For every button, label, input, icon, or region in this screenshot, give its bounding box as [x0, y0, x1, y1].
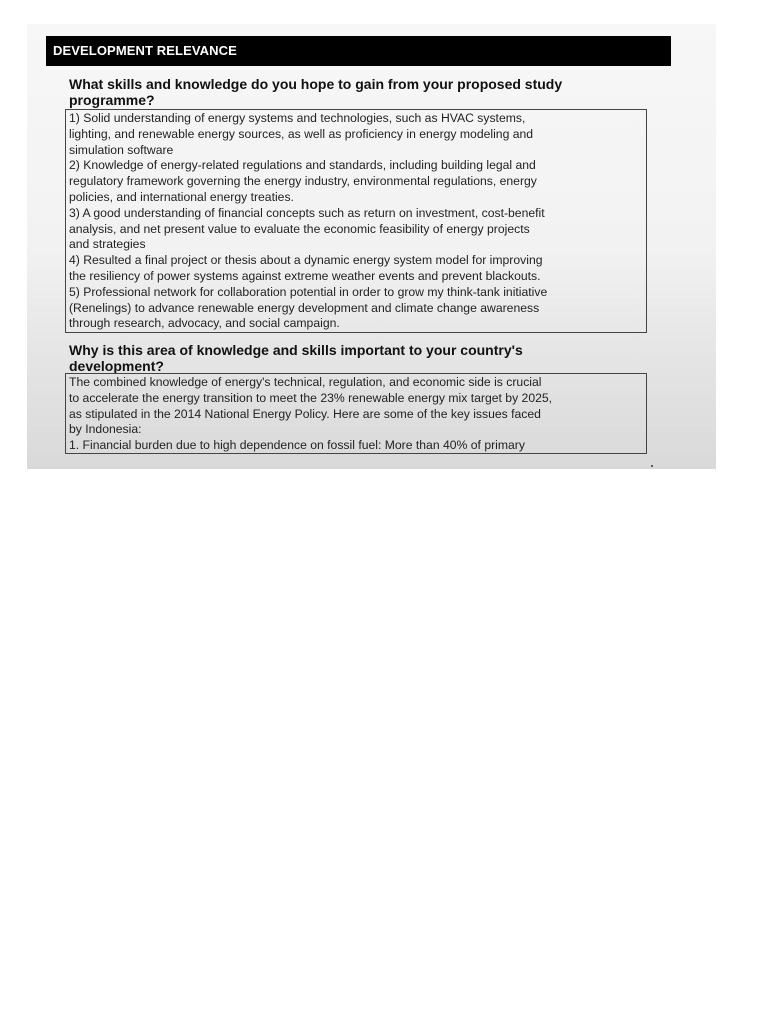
answer-line: (Renelings) to advance renewable energy development and climate change awareness: [69, 300, 540, 315]
answer-line: by Indonesia:: [69, 422, 142, 437]
answer-line: 2) Knowledge of energy-related regulations and standards, including building legal and: [69, 158, 536, 173]
answer-box-skills[interactable]: [65, 109, 647, 333]
answer-line: 4) Resulted a final project or thesis about a dynamic energy system model for improving: [69, 253, 543, 268]
question-title-importance: [69, 342, 629, 374]
answer-line: 3) A good understanding of financial concepts such as return on investment, cost-benefit: [69, 205, 545, 220]
question-title-line: What skills and knowledge do you hope to gain from your proposed study: [69, 76, 563, 92]
answer-line: simulation software: [69, 142, 174, 157]
answer-line: to accelerate the energy transition to meet the 23% renewable energy mix target by 2025,: [69, 390, 553, 405]
stray-mark: [651, 465, 653, 467]
section-header: DEVELOPMENT RELEVANCE: [46, 36, 671, 66]
answer-box-importance[interactable]: [65, 373, 647, 454]
answer-line: 1) Solid understanding of energy systems and technologies, such as HVAC systems,: [69, 111, 526, 125]
answer-line: 1. Financial burden due to high dependence on fossil fuel: More than 40% of primary: [69, 438, 525, 453]
question-title-line: programme?: [69, 92, 155, 108]
answer-line: lighting, and renewable energy sources, as well as proficiency in energy modeling and: [69, 126, 534, 141]
answer-line: analysis, and net present value to evaluate the economic feasibility of energy projects: [69, 221, 530, 236]
answer-line: and strategies: [69, 237, 146, 252]
document-page: [27, 24, 716, 469]
question-title-line: Why is this area of knowledge and skills important to your country's: [69, 342, 523, 358]
answer-line: through research, advocacy, and social campaign.: [69, 316, 340, 331]
answer-line: The combined knowledge of energy's technical, regulation, and economic side is crucial: [69, 375, 542, 389]
answer-line: regulatory framework governing the energy industry, environmental regulations, energy: [69, 174, 537, 189]
answer-line: policies, and international energy treaties.: [69, 189, 294, 204]
answer-line: the resiliency of power systems against extreme weather events and prevent blackouts.: [69, 268, 541, 283]
answer-line: 5) Professional network for collaboration potential in order to grow my think-tank initiative: [69, 284, 548, 299]
question-title-line: development?: [69, 358, 164, 374]
answer-line: as stipulated in the 2014 National Energy Policy. Here are some of the key issues faced: [69, 406, 541, 421]
question-title-skills: [69, 76, 629, 108]
